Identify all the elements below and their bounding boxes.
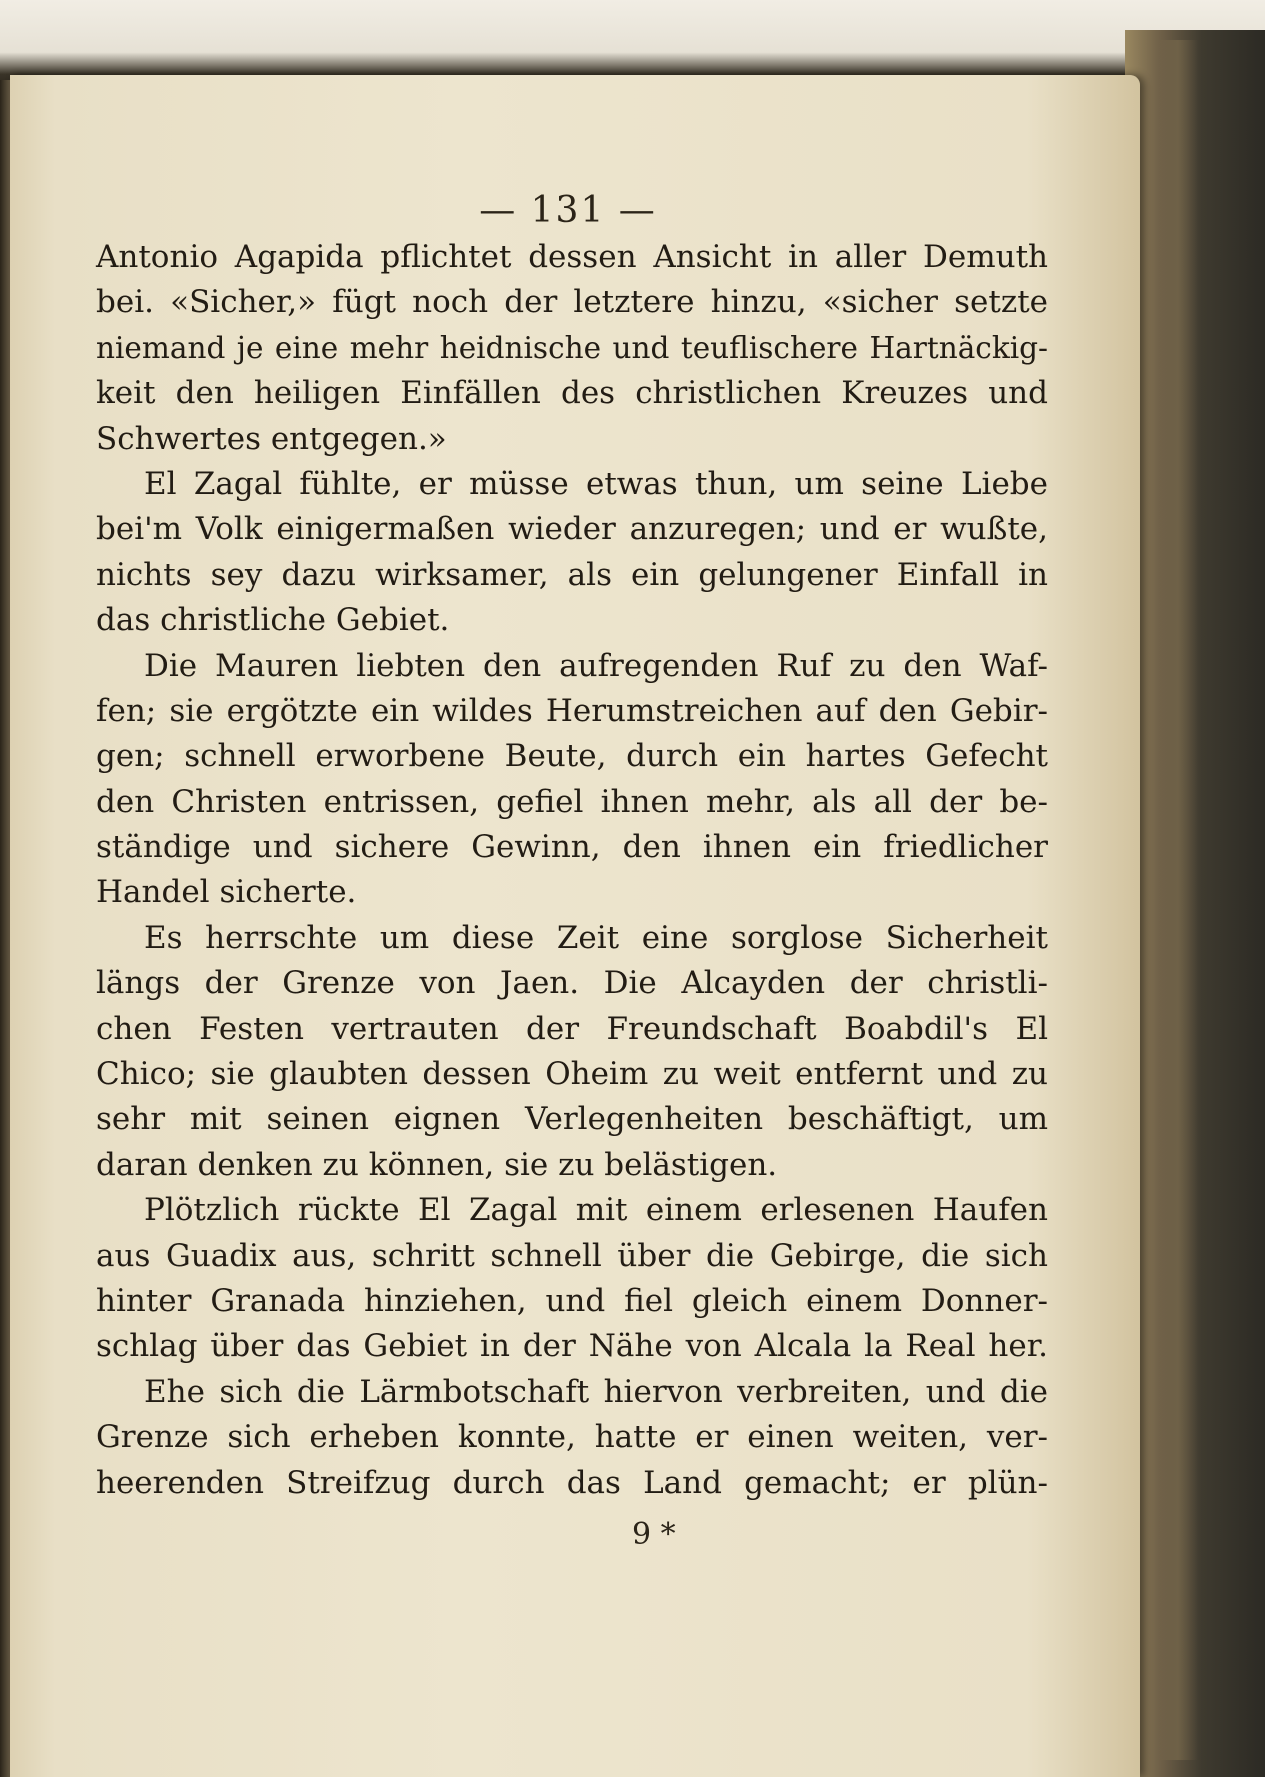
text-line: Es herrschte um diese Zeit eine sorglose Sicherheit (144, 919, 1048, 956)
text-line: Grenze sich erheben konnte, hatte er einen weiten, ver- (96, 1419, 1048, 1456)
text-line: niemand je eine mehr heidnische und teuflischere Hartnäckig- (96, 330, 1048, 365)
text-line: Ehe sich die Lärmbotschaft hiervon verbreiten, und die (144, 1373, 1048, 1410)
text-line: Antonio Agapida pflichtet dessen Ansicht in aller Demuth (96, 239, 1048, 275)
text-line: Schwertes entgegen.» (96, 420, 447, 457)
text-line: schlag über das Gebiet in der Nähe von Alcala la Real her. (96, 1328, 1048, 1365)
text-line: daran denken zu können, sie zu belästigen. (96, 1146, 778, 1183)
text-line: sehr mit seinen eignen Verlegenheiten beschäftigt, um (96, 1101, 1048, 1138)
text-line: El Zagal fühlte, er müsse etwas thun, um seine Liebe (144, 465, 1048, 502)
text-line: Plötzlich rückte El Zagal mit einem erlesenen Haufen (144, 1192, 1048, 1229)
text-line: nichts sey dazu wirksamer, als ein gelungener Einfall in (96, 556, 1048, 593)
page-text (96, 235, 1048, 1506)
text-line: hinter Granada hinziehen, und fiel gleich einem Donner- (96, 1282, 1048, 1319)
text-line: heerenden Streifzug durch das Land gemacht; er plün- (96, 1464, 1048, 1501)
signature-mark: 9 * (632, 1517, 676, 1552)
text-line: Chico; sie glaubten dessen Oheim zu weit entfernt und zu (96, 1056, 1048, 1093)
text-line: bei'm Volk einigermaßen wieder anzuregen; und er wußte, (96, 511, 1048, 548)
text-line: das christliche Gebiet. (96, 602, 450, 639)
text-line: fen; sie ergötzte ein wildes Herumstreichen auf den Gebir- (96, 692, 1048, 729)
text-line: den Christen entrissen, gefiel ihnen mehr, als all der be- (96, 783, 1048, 820)
text-line: gen; schnell erworbene Beute, durch ein hartes Gefecht (96, 738, 1048, 775)
text-line: keit den heiligen Einfällen des christlichen Kreuzes und (96, 375, 1048, 412)
book-page (10, 75, 1140, 1777)
text-line: aus Guadix aus, schritt schnell über die Gebirge, die sich (96, 1237, 1048, 1274)
page-number: — 131 — (479, 190, 657, 231)
text-line: bei. «Sicher,» fügt noch der letztere hinzu, «sicher setzte (96, 284, 1048, 321)
text-line: Die Mauren liebten den aufregenden Ruf zu den Waf- (144, 647, 1048, 684)
text-line: Handel sicherte. (96, 874, 357, 911)
text-line: längs der Grenze von Jaen. Die Alcayden der christli- (96, 965, 1048, 1002)
cover-highlight (1158, 40, 1198, 1760)
text-line: ständige und sichere Gewinn, den ihnen ein friedlicher (96, 829, 1048, 866)
text-line: chen Festen vertrauten der Freundschaft Boabdil's El (96, 1010, 1048, 1047)
